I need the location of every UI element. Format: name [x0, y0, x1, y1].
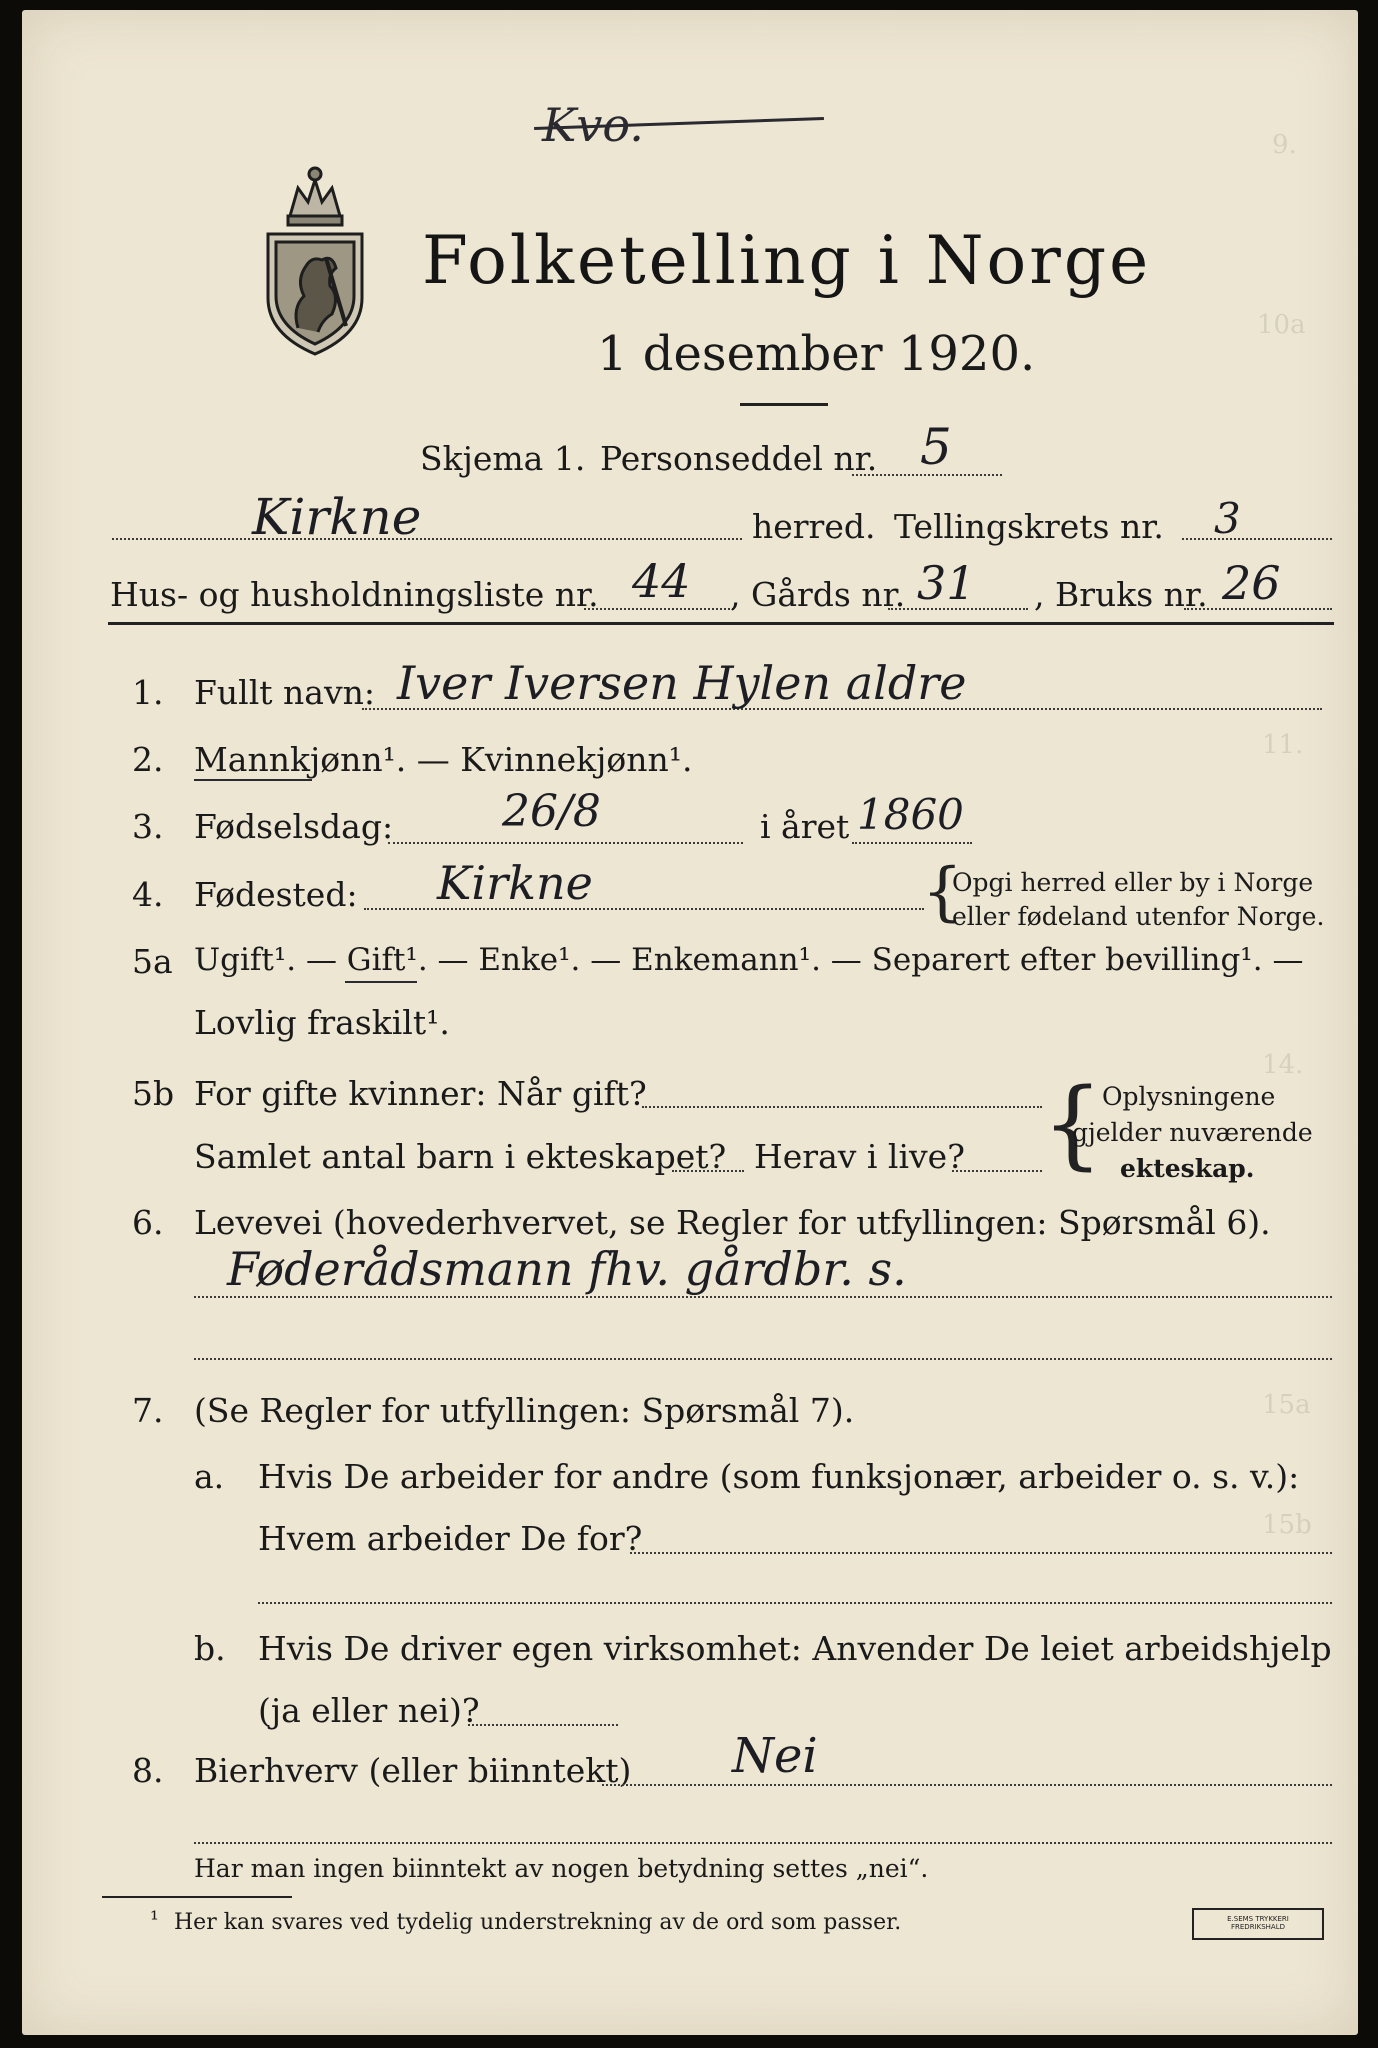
q5b-label-3: Herav i live?: [754, 1137, 965, 1176]
q5a-label-2: Lovlig fraskilt¹.: [194, 1003, 450, 1042]
q4-label: Fødested:: [194, 875, 358, 914]
q3-birth-year: 1860: [857, 790, 964, 839]
gards-label: , Gårds nr.: [730, 575, 906, 614]
q5b-note-1: Oplysningene: [1102, 1082, 1276, 1111]
footnote-rule: [102, 1896, 292, 1898]
q7b-label-2: (ja eller nei)?: [258, 1691, 480, 1730]
q6-line-1: [194, 1296, 1332, 1298]
q5a-label: Ugift¹. — Gift¹. — Enke¹. — Enkemann¹. — Separert efter bevilling¹. —: [194, 942, 1304, 978]
q3-year-label: i året: [760, 807, 850, 846]
q7a-line-2: [258, 1602, 1332, 1604]
q2-number: 2.: [132, 740, 164, 779]
q1-label: Fullt navn:: [194, 673, 375, 712]
q3-number: 3.: [132, 807, 164, 846]
printer-stamp-text: E.SEMS TRYKKERI FREDRIKSHALD: [1227, 1915, 1289, 1931]
form-title: Folketelling i Norge: [422, 222, 1152, 299]
herred-line: [112, 538, 742, 540]
q4-note-1: Opgi herred eller by i Norge: [952, 868, 1314, 897]
q5b-label-2: Samlet antal barn i ekteskapet?: [194, 1137, 727, 1176]
bruks-number: 26: [1222, 556, 1281, 610]
q3-birth-day: 26/8: [502, 786, 601, 837]
q6-number: 6.: [132, 1203, 164, 1242]
norway-coat-of-arms-icon: [260, 158, 370, 358]
q3-label: Fødselsdag:: [194, 807, 394, 846]
q4-note-2: eller fødeland utenfor Norge.: [952, 902, 1325, 931]
hus-label: Hus- og husholdningsliste nr.: [110, 575, 599, 614]
q7-number: 7.: [132, 1391, 164, 1430]
q5b-brace: {: [1042, 1068, 1104, 1180]
q8-line-2: [194, 1842, 1332, 1844]
hus-number: 44: [632, 554, 691, 608]
q1-number: 1.: [132, 673, 164, 712]
q3-year-line: [852, 842, 972, 844]
bleed-text: 10a: [1257, 310, 1306, 340]
q7a-line-1: [630, 1552, 1332, 1554]
hus-line: [584, 608, 734, 610]
tellingskrets-number: 3: [1214, 494, 1241, 543]
bruks-label: , Bruks nr.: [1034, 575, 1208, 614]
q5b-alive-line: [952, 1170, 1042, 1172]
q3-day-line: [388, 842, 743, 844]
q4-number: 4.: [132, 875, 164, 914]
q5a-number: 5a: [132, 942, 173, 981]
bleed-text: 15b: [1262, 1510, 1312, 1540]
q7b-line: [468, 1724, 618, 1726]
header-rule: [108, 622, 1334, 625]
q5b-label-1: For gifte kvinner: Når gift?: [194, 1074, 647, 1113]
personseddel-label: Personseddel nr.: [600, 439, 878, 478]
schema-label: Skjema 1.: [420, 439, 586, 478]
tellingskrets-line: [1182, 538, 1332, 540]
struck-handwriting: Kvo.: [542, 98, 644, 152]
herred-value: Kirkne: [252, 488, 422, 546]
census-form-page: [22, 10, 1358, 2035]
q8-label: Bierhverv (eller biinntekt): [194, 1751, 632, 1790]
q5b-number: 5b: [132, 1074, 175, 1113]
bleed-text: 9.: [1272, 130, 1297, 160]
q7a-letter: a.: [194, 1457, 225, 1496]
tellingskrets-label: Tellingskrets nr.: [894, 507, 1164, 546]
q7a-label: Hvis De arbeider for andre (som funksjonær, arbeider o. s. v.):: [258, 1457, 1300, 1496]
bleed-text: 14.: [1262, 1050, 1304, 1080]
q8-line: [602, 1784, 1332, 1786]
q5b-note-2: gjelder nuværende: [1072, 1118, 1313, 1147]
q6-label: Levevei (hovederhvervet, se Regler for utfyllingen: Spørsmål 6).: [194, 1203, 1271, 1242]
printer-stamp: [1192, 1908, 1324, 1940]
q6-occupation: Føderådsmann fhv. gårdbr. s.: [227, 1242, 907, 1296]
personseddel-number: 5: [920, 418, 952, 476]
q5b-married-line: [642, 1106, 1042, 1108]
q2-underline-mannkjonn: [194, 779, 312, 781]
q5b-children-line: [672, 1170, 744, 1172]
footnote-text: Her kan svares ved tydelig understrekning av de ord som passer.: [174, 1910, 902, 1935]
q7b-letter: b.: [194, 1629, 226, 1668]
gards-number: 31: [917, 556, 976, 610]
bleed-text: 11.: [1262, 730, 1304, 760]
q2-label: Mannkjønn¹. — Kvinnekjønn¹.: [194, 740, 693, 779]
q8-number: 8.: [132, 1751, 164, 1790]
q8-answer: Nei: [732, 1728, 818, 1784]
biinntekt-note: Har man ingen biinntekt av nogen betydning settes „nei“.: [194, 1854, 929, 1883]
q4-birthplace: Kirkne: [437, 856, 593, 910]
q7b-label: Hvis De driver egen virksomhet: Anvender De leiet arbeidshjelp: [258, 1629, 1332, 1668]
title-divider: [740, 403, 828, 406]
census-date: 1 desember 1920.: [597, 326, 1036, 382]
q5a-underline-gift: [345, 981, 417, 983]
herred-label: herred.: [752, 507, 876, 546]
q4-brace: {: [922, 855, 963, 929]
q5b-note-3: ekteskap.: [1120, 1154, 1255, 1183]
bleed-text: 15a: [1262, 1390, 1311, 1420]
q7-label: (Se Regler for utfyllingen: Spørsmål 7).: [194, 1391, 855, 1430]
q1-full-name: Iver Iversen Hylen aldre: [397, 656, 967, 710]
q6-line-2: [194, 1358, 1332, 1360]
q7a-label-2: Hvem arbeider De for?: [258, 1519, 643, 1558]
footnote-mark: ¹: [150, 1908, 159, 1933]
